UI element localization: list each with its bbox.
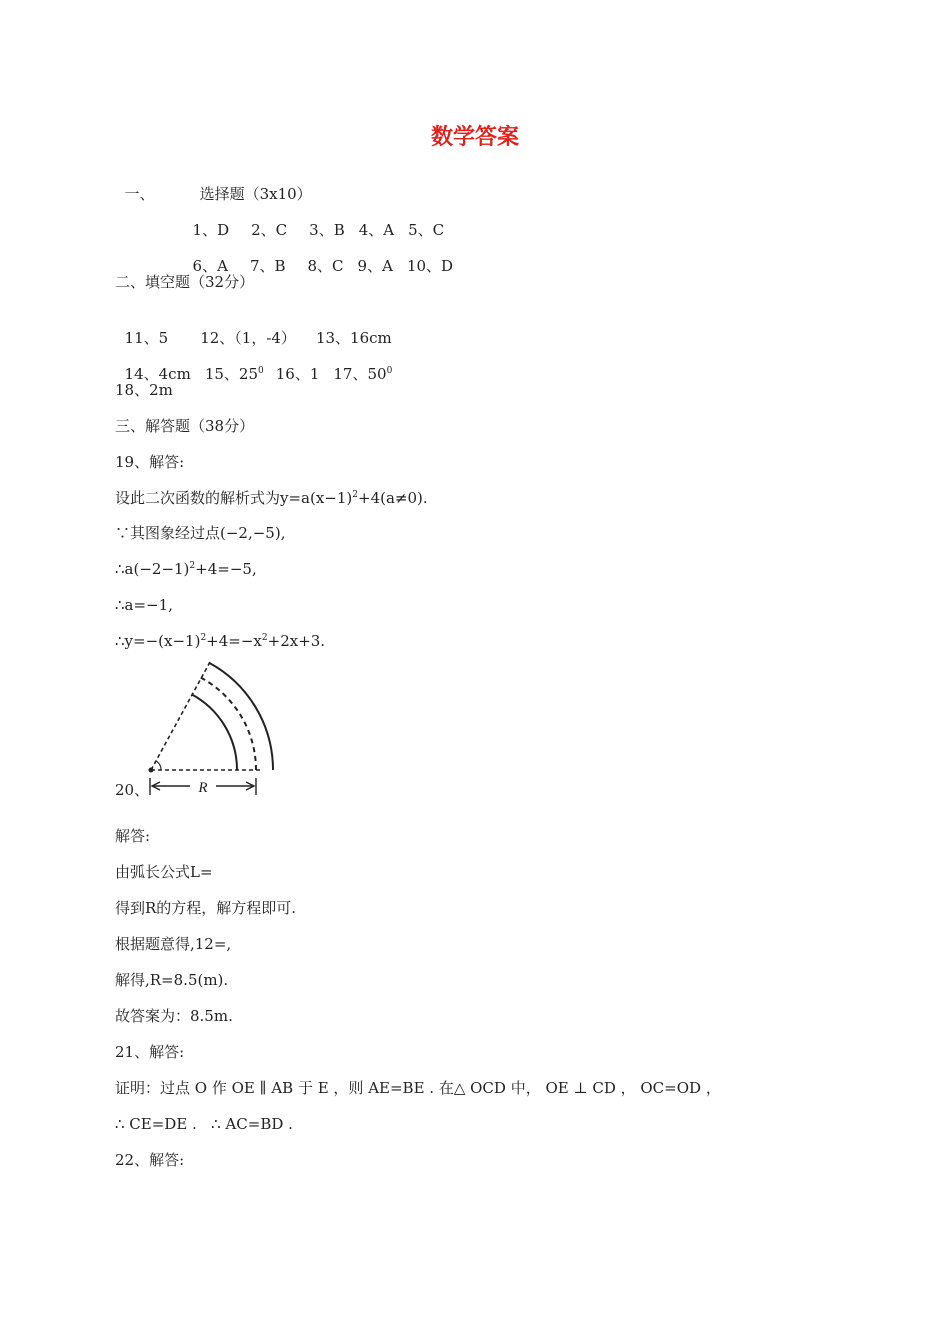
- page-title: 数学答案: [430, 125, 519, 150]
- q19-text: ∴a(−2−1): [115, 560, 190, 578]
- q21-head: 21、解答:: [115, 1043, 185, 1061]
- fill-answers-row3: 18、2m: [115, 381, 173, 399]
- q19-text: +4(a≠0).: [358, 489, 428, 507]
- section-choice: [115, 164, 312, 204]
- fill-answer: 15、25: [204, 365, 258, 383]
- degree-sup: 0: [258, 366, 264, 376]
- fill-answers-row1: [115, 308, 392, 348]
- middle-dashed-arc: [201, 678, 256, 770]
- center-dot: [149, 768, 154, 773]
- mc-answer: 1、D: [192, 221, 230, 239]
- fill-answer: 16、1: [275, 365, 320, 383]
- mc-answer: 3、B: [309, 221, 345, 239]
- q19-line1: [115, 488, 428, 508]
- q20-line5: 故答案为：8.5m.: [115, 1007, 233, 1025]
- mc-answer: 6、A: [192, 257, 228, 275]
- q19-line2: ∵其图象经过点(−2,−5),: [115, 524, 286, 542]
- q19-text: +2x+3.: [267, 632, 326, 650]
- q19-line3: [115, 559, 257, 579]
- q20-line2: 得到R的方程，解方程即可.: [115, 899, 297, 917]
- q20-line1: 由弧长公式L=: [115, 863, 213, 881]
- section-solution: 三、解答题（38分）: [115, 417, 255, 435]
- q20-head: 解答:: [115, 827, 151, 845]
- exponent: 2: [200, 633, 207, 643]
- mc-answer: 7、B: [249, 257, 286, 275]
- fill-answer: 12、（1，-4）: [200, 329, 296, 347]
- q19-line5: [115, 631, 325, 651]
- q22-head: 22、解答:: [115, 1151, 185, 1169]
- q20-line3: 根据题意得,12=,: [115, 935, 232, 953]
- mc-answers-row1: [183, 200, 444, 240]
- q20-line4: 解得,R=8.5(m).: [115, 971, 229, 989]
- mc-answer: 8、C: [307, 257, 344, 275]
- mc-answer: 4、A: [358, 221, 395, 239]
- fill-answer: 13、16cm: [315, 329, 392, 347]
- section-label: 选择题（3x10）: [199, 185, 312, 203]
- exponent: 2: [189, 561, 196, 571]
- section-number: 一、: [124, 185, 155, 203]
- mc-answer: 5、C: [408, 221, 445, 239]
- section-fill: 二、填空题（32分）: [115, 273, 255, 291]
- exponent: 2: [261, 633, 268, 643]
- sector-figure: [140, 658, 280, 798]
- inner-arc: [192, 694, 238, 770]
- q19-text: 设此二次函数的解析式为y=a(x−1): [115, 489, 353, 507]
- mc-answer: 9、A: [357, 257, 393, 275]
- q21-line1: 证明：过点 O 作 OE ∥ AB 于 E ，则 AE=BE . 在△ OCD 中， OE ⊥ CD ， OC=OD ，: [115, 1079, 721, 1097]
- fill-answer: 17、50: [333, 365, 387, 383]
- fill-answer: 11、5: [124, 329, 169, 347]
- q19-line4: ∴a=−1,: [115, 596, 173, 614]
- q21-line2: ∴ CE=DE . ∴ AC=BD .: [115, 1115, 293, 1133]
- exponent: 2: [352, 490, 358, 500]
- q19-head: 19、解答:: [115, 453, 185, 471]
- q19-text: +4=−5,: [195, 560, 257, 578]
- mc-answers-row2: [183, 236, 453, 276]
- radius-label: R: [198, 780, 208, 796]
- degree-sup: 0: [386, 366, 393, 376]
- q19-text: +4=−x: [206, 632, 262, 650]
- fill-answer: 14、4cm: [124, 365, 191, 383]
- fill-answers-row2: [115, 344, 392, 384]
- angle-mark: [156, 761, 161, 770]
- q20-number: 20、: [115, 781, 150, 799]
- mc-answer: 2、C: [251, 221, 288, 239]
- q19-text: ∴y=−(x−1): [115, 632, 201, 650]
- mc-answer: 10、D: [406, 257, 454, 275]
